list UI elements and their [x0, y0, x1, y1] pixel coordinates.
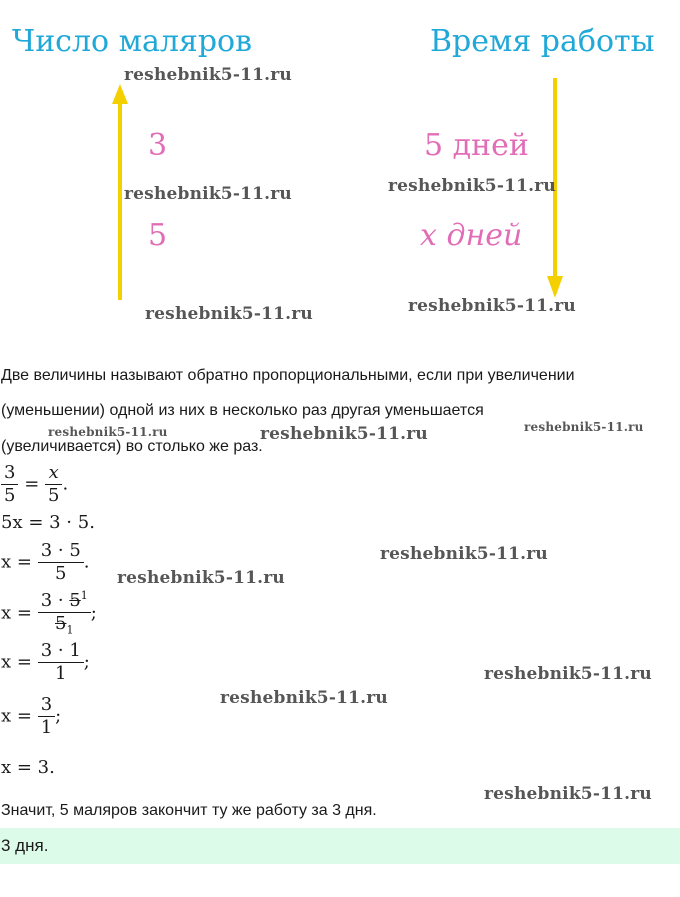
definition-line-3: (увеличивается) во столько же раз. [1, 438, 263, 455]
fraction: $\frac{3 \cdot 5}{5}$ [38, 540, 84, 585]
answer-bar [0, 828, 680, 864]
watermark: reshebnik5-11.ru [260, 424, 428, 444]
watermark: reshebnik5-11.ru [484, 784, 652, 804]
watermark: reshebnik5-11.ru [220, 688, 388, 708]
solve-step-1: x = $\frac{3 \cdot 5}{5}$ . [1, 540, 90, 584]
watermark: reshebnik5-11.ru [117, 568, 285, 588]
fraction: $\frac{3 \cdot 1}{1}$ [38, 640, 84, 685]
cross-multiply-step: 5x = 3 · 5. [1, 512, 95, 533]
watermark: reshebnik5-11.ru [48, 425, 168, 439]
definition-line-1: Две величины называют обратно пропорциональными, если при увеличении [1, 367, 575, 384]
answer-text: 3 дня. [1, 836, 49, 855]
watermark: reshebnik5-11.ru [124, 65, 292, 85]
watermark: reshebnik5-11.ru [524, 420, 644, 434]
watermark: reshebnik5-11.ru [408, 296, 576, 316]
up-arrow-head-icon [112, 84, 128, 104]
watermark: reshebnik5-11.ru [484, 664, 652, 684]
time-value-2: x дней [420, 218, 523, 253]
solve-step-4: x = $\frac{3}{1}$ ; [1, 694, 62, 738]
fraction: $\frac{3}{5}$ [1, 462, 18, 507]
down-arrow-head-icon [547, 276, 563, 298]
watermark: reshebnik5-11.ru [145, 304, 313, 324]
proportion-step: $\frac{3}{5}$ = $\frac{x}{5}$ . [1, 462, 68, 507]
time-value-1: 5 дней [424, 128, 529, 163]
up-arrow-shaft [118, 102, 122, 300]
conclusion-text: Значит, 5 маляров закончит ту же работу за 3 дня. [1, 802, 377, 819]
fraction: $\frac{3}{1}$ [38, 694, 55, 739]
painters-value-2: 5 [148, 218, 168, 253]
fraction: $\frac{x}{5}$ [45, 462, 62, 507]
definition-line-2: (уменьшении) одной из них в несколько раз другая уменьшается [1, 402, 484, 419]
result-step: x = 3. [1, 757, 55, 778]
watermark: reshebnik5-11.ru [124, 184, 292, 204]
left-column-header: Число маляров [12, 24, 252, 59]
right-column-header: Время работы [430, 24, 655, 59]
solve-step-3: x = $\frac{3 \cdot 1}{1}$ ; [1, 640, 90, 684]
watermark: reshebnik5-11.ru [380, 544, 548, 564]
painters-value-1: 3 [148, 128, 168, 163]
fraction: $\frac{3 \cdot 5^1}{5_1}$ [38, 585, 91, 642]
watermark: reshebnik5-11.ru [388, 176, 556, 196]
solve-step-2: x = $\frac{3 \cdot 5^1}{5_1}$ ; [1, 585, 97, 642]
